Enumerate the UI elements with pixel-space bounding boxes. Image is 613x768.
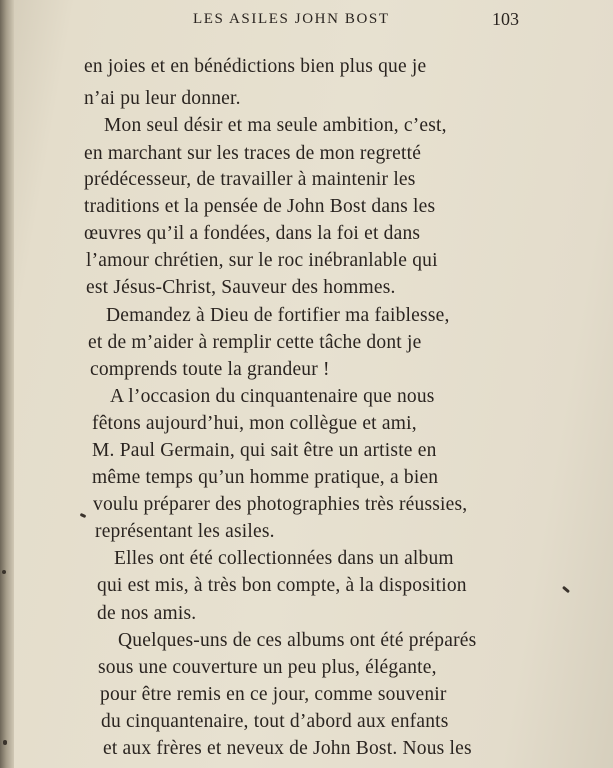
running-head: LES ASILES JOHN BOST <box>193 11 390 27</box>
ink-speck <box>562 586 570 593</box>
ink-speck <box>3 740 7 745</box>
text-line: Demandez à Dieu de fortifier ma faiblesse, <box>106 305 450 326</box>
text-line: A l’occasion du cinquantenaire que nous <box>110 386 435 407</box>
text-line: du cinquantenaire, tout d’abord aux enfants <box>101 711 449 732</box>
text-line: Elles ont été collectionnées dans un album <box>114 548 454 569</box>
text-line: de nos amis. <box>97 603 197 624</box>
text-line: pour être remis en ce jour, comme souvenir <box>100 684 447 705</box>
binding-gutter <box>0 0 14 768</box>
text-line: en joies et en bénédictions bien plus que je <box>84 56 427 77</box>
text-line: traditions et la pensée de John Bost dans les <box>84 196 436 217</box>
text-line: M. Paul Germain, qui sait être un artiste en <box>92 440 437 461</box>
ink-speck <box>80 513 87 518</box>
text-line: prédécesseur, de travailler à maintenir les <box>84 169 416 190</box>
page-number: 103 <box>492 9 519 29</box>
text-line: voulu préparer des photographies très réussies, <box>93 494 468 515</box>
text-line: même temps qu’un homme pratique, a bien <box>92 467 439 488</box>
text-line: œuvres qu’il a fondées, dans la foi et dans <box>84 223 421 244</box>
text-line: n’ai pu leur donner. <box>84 88 241 109</box>
text-line: Mon seul désir et ma seule ambition, c’est, <box>104 115 447 136</box>
text-line: en marchant sur les traces de mon regretté <box>84 143 422 164</box>
text-line: et aux frères et neveux de John Bost. Nous les <box>103 738 472 759</box>
text-line: fêtons aujourd’hui, mon collègue et ami, <box>92 413 417 434</box>
text-line: comprends toute la grandeur ! <box>90 359 330 380</box>
text-line: Quelques-uns de ces albums ont été préparés <box>118 630 477 651</box>
text-line: et de m’aider à remplir cette tâche dont je <box>88 332 422 353</box>
text-line: l’amour chrétien, sur le roc inébranlable qui <box>86 250 438 271</box>
page-header <box>0 9 613 35</box>
ink-speck <box>2 570 6 574</box>
text-line: sous une couverture un peu plus, élégante, <box>98 657 437 678</box>
text-line: représentant les asiles. <box>95 521 275 542</box>
text-line: est Jésus-Christ, Sauveur des hommes. <box>86 277 396 298</box>
text-line: qui est mis, à très bon compte, à la disposition <box>97 575 467 596</box>
